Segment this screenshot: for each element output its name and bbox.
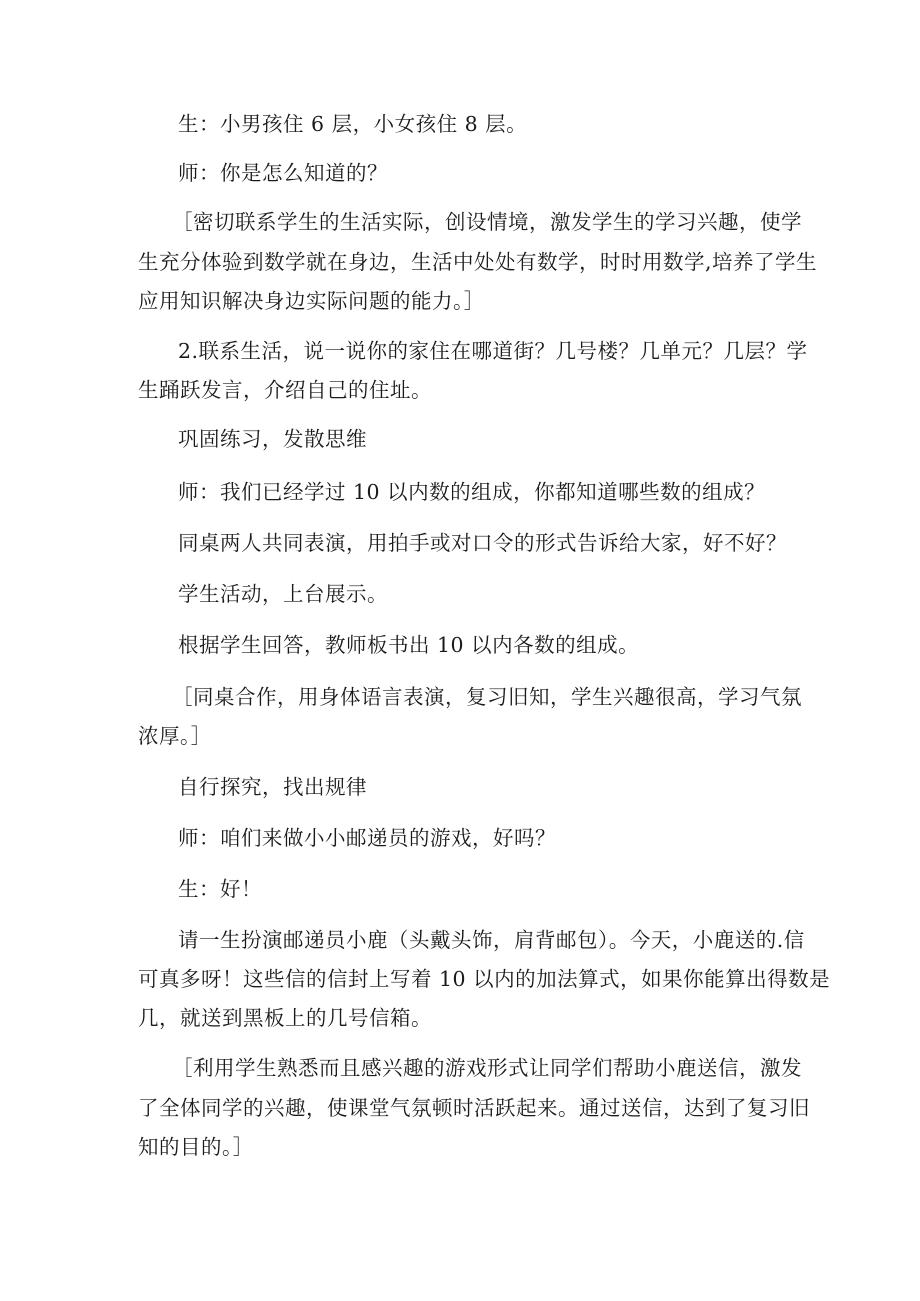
text-line: 了全体同学的兴趣，使课堂气氛顿时活跃起来。通过送信，达到了复习旧 xyxy=(138,1096,810,1120)
text-line: 应用知识解决身边实际问题的能力。］ xyxy=(138,289,485,313)
text-line: ［密切联系学生的生活实际，创设情境，激发学生的学习兴趣，使学 xyxy=(172,210,802,234)
text-line: 师：你是怎么知道的？ xyxy=(178,161,388,185)
text-line: 知的目的。］ xyxy=(138,1135,254,1159)
text-line: 生踊跃发言，介绍自己的住址。 xyxy=(138,378,432,402)
text-line: 自行探究，找出规律 xyxy=(178,775,367,799)
text-line: 可真多呀！这些信的信封上写着 10 以内的加法算式，如果你能算出得数是 xyxy=(138,967,831,991)
text-line: 浓厚。］ xyxy=(138,724,212,748)
text-line: 师：我们已经学过 10 以内数的组成，你都知道哪些数的组成？ xyxy=(178,480,766,504)
text-line: 同桌两人共同表演，用拍手或对口令的形式告诉给大家，好不好？ xyxy=(178,531,787,555)
text-line: 巩固练习，发散思维 xyxy=(178,427,367,451)
text-line: 师：咱们来做小小邮递员的游戏，好吗？ xyxy=(178,826,556,850)
text-line: 根据学生回答，教师板书出 10 以内各数的组成。 xyxy=(178,633,640,657)
text-line: 几，就送到黑板上的几号信箱。 xyxy=(138,1006,432,1030)
text-line: 生：好！ xyxy=(178,877,262,901)
text-line: 生：小男孩住 6 层，小女孩住 8 层。 xyxy=(178,112,528,136)
text-line: 请一生扮演邮递员小鹿（头戴头饰，肩背邮包）。今天，小鹿送的.信 xyxy=(178,928,805,952)
text-line: ［同桌合作，用身体语言表演，复习旧知，学生兴趣很高，学习气氛 xyxy=(172,685,802,709)
text-line: 2.联系生活，说一说你的家住在哪道街？几号楼？几单元？几层？学 xyxy=(178,339,808,363)
text-line: ［利用学生熟悉而且感兴趣的游戏形式让同学们帮助小鹿送信，激发 xyxy=(172,1056,802,1080)
text-line: 生充分体验到数学就在身边，生活中处处有数学，时时用数学,培养了学生 xyxy=(138,250,818,274)
text-line: 学生活动，上台展示。 xyxy=(178,582,388,606)
